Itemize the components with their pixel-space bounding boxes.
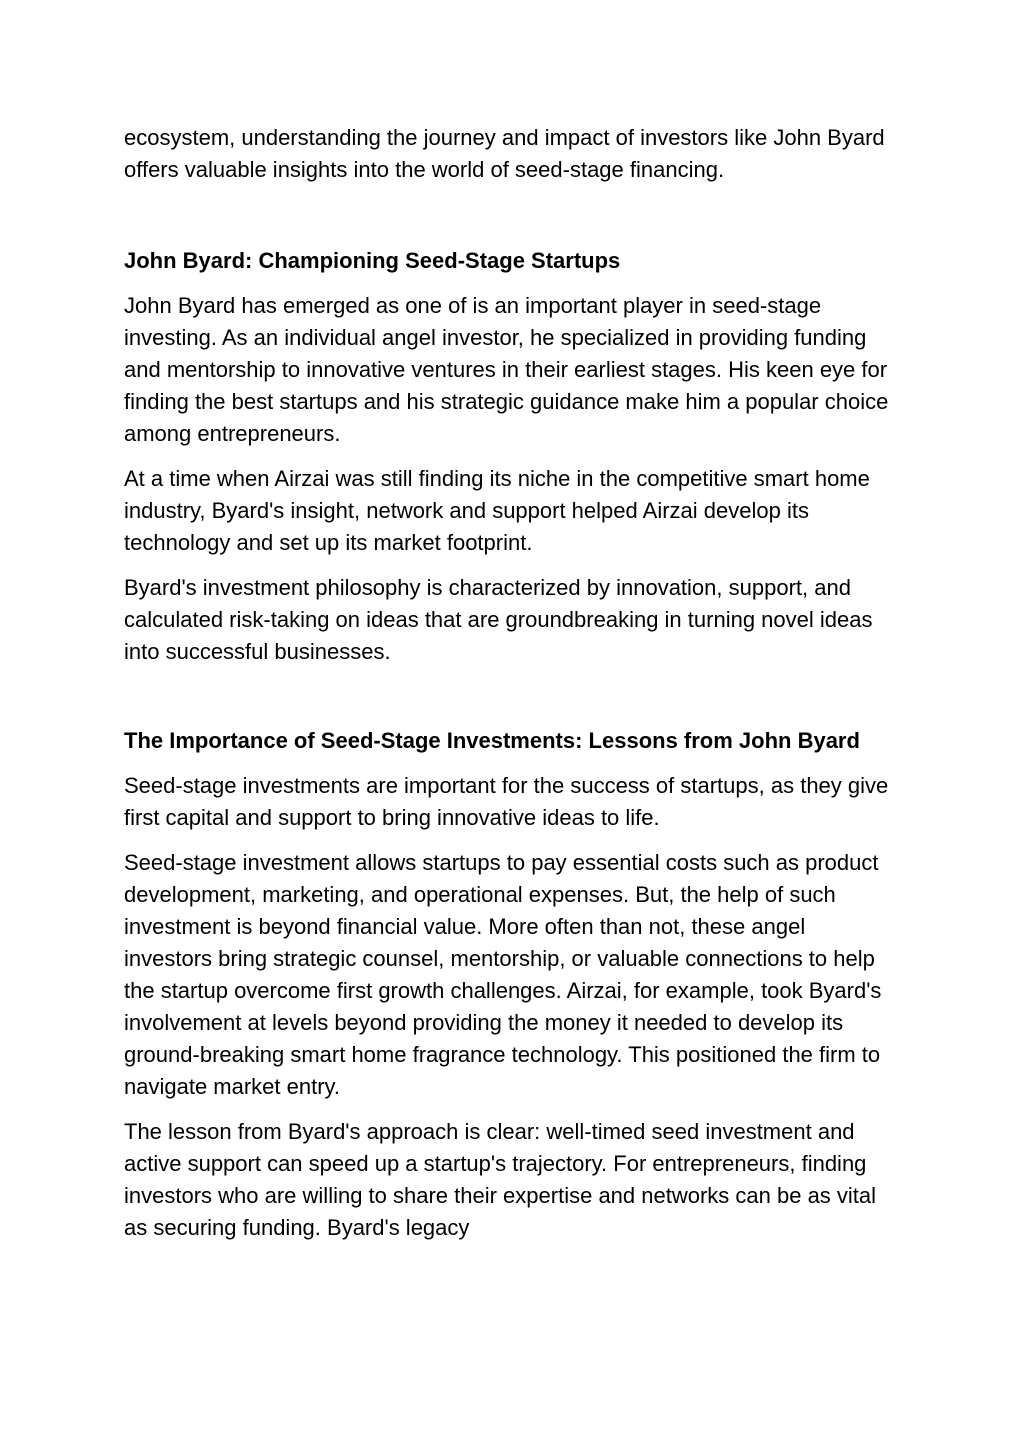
paragraph: At a time when Airzai was still finding its niche in the competitive smart home industry, Byard's insight, network and support helped Airzai develop its technology and set up its market footprint. xyxy=(124,466,870,555)
document-page xyxy=(124,122,899,1257)
intro-paragraph: ecosystem, understanding the journey and impact of investors like John Byard offers valuable insights into the world of seed-stage financing. xyxy=(124,125,885,182)
paragraph: Byard's investment philosophy is characterized by innovation, support, and calculated risk-taking on ideas that are groundbreaking in turning novel ideas into successful businesses. xyxy=(124,575,873,664)
section-spacer xyxy=(124,681,899,725)
paragraph: John Byard has emerged as one of is an important player in seed-stage investing. As an individual angel investor, he specialized in providing funding and mentorship to innovative ventures in their earliest stages. His keen eye for finding the best startups and his strategic guidance make him a popular choice among entrepreneurs. xyxy=(124,293,889,446)
paragraph: The lesson from Byard's approach is clear: well-timed seed investment and active support can speed up a startup's trajectory. For entrepreneurs, finding investors who are willing to share their expertise and networks can be as vital as securing funding. Byard's legacy xyxy=(124,1119,877,1240)
paragraph: Seed-stage investment allows startups to pay essential costs such as product development, marketing, and operational expenses. But, the help of such investment is beyond financial value. More often than not, these angel investors bring strategic counsel, mentorship, or valuable connections to help the startup overcome first growth challenges. Airzai, for example, took Byard's involvement at levels beyond providing the money it needed to develop its ground-breaking smart home fragrance technology. This positioned the firm to navigate market entry. xyxy=(124,850,882,1099)
section-heading-importance: The Importance of Seed-Stage Investments: Lessons from John Byard xyxy=(124,728,860,753)
section-heading-championing: John Byard: Championing Seed-Stage Startups xyxy=(124,248,621,273)
paragraph: Seed-stage investments are important for the success of startups, as they give first capital and support to bring innovative ideas to life. xyxy=(124,773,889,830)
section-spacer xyxy=(124,199,899,245)
